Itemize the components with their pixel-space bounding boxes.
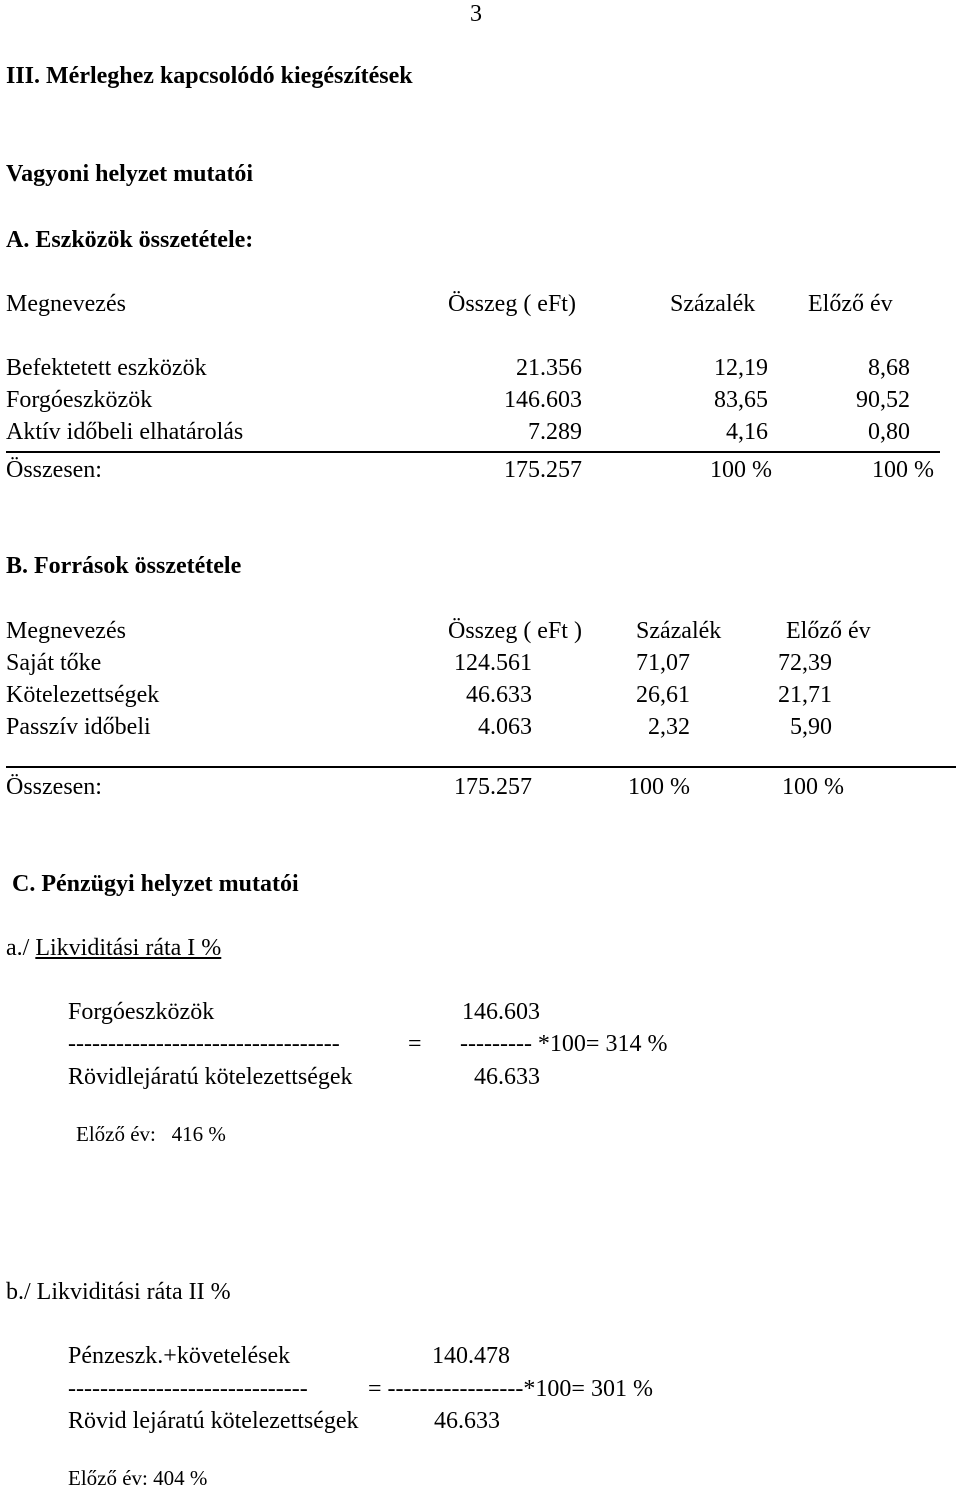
row-percent: 26,61 bbox=[636, 682, 690, 708]
section-a-header-prev: Előző év bbox=[808, 291, 893, 317]
section-b-title: B. Források összetétele bbox=[6, 553, 242, 579]
ratio-a-line-left: ---------------------------------- bbox=[68, 1031, 340, 1057]
row-percent: 2,32 bbox=[648, 714, 690, 740]
ratio-a-equals: = bbox=[408, 1031, 422, 1057]
ratio-a-prev-year: Előző év: 416 % bbox=[76, 1122, 226, 1146]
ratio-b-line-left: ------------------------------ bbox=[68, 1376, 308, 1402]
section-a-total-rule bbox=[6, 451, 940, 453]
row-amount: 4.063 bbox=[478, 714, 532, 740]
ratio-a-denominator-value: 46.633 bbox=[474, 1064, 540, 1090]
section-a-header-amount: Összeg ( eFt) bbox=[448, 291, 576, 317]
row-prev: 72,39 bbox=[778, 650, 832, 676]
row-label: Kötelezettségek bbox=[6, 682, 160, 708]
ratio-b-prev-year: Előző év: 404 % bbox=[68, 1466, 208, 1490]
ratio-a-line-right: --------- *100= 314 % bbox=[460, 1031, 668, 1057]
row-amount: 7.289 bbox=[528, 419, 582, 445]
main-heading: III. Mérleghez kapcsolódó kiegészítések bbox=[6, 63, 413, 89]
ratio-b-numerator-label: Pénzeszk.+követelések bbox=[68, 1343, 291, 1369]
row-label: Aktív időbeli elhatárolás bbox=[6, 419, 244, 445]
row-prev: 90,52 bbox=[856, 387, 910, 413]
section-c-title: C. Pénzügyi helyzet mutatói bbox=[12, 871, 299, 897]
ratio-a-label: Likviditási ráta I % bbox=[35, 935, 222, 961]
row-percent: 83,65 bbox=[714, 387, 768, 413]
ratio-a-prefix: a./ bbox=[6, 935, 36, 961]
row-prev: 0,80 bbox=[868, 419, 910, 445]
ratio-b-denominator-value: 46.633 bbox=[434, 1408, 500, 1434]
section-b-header-percent: Százalék bbox=[636, 618, 722, 644]
total-label: Összesen: bbox=[6, 457, 102, 483]
row-percent: 12,19 bbox=[714, 355, 768, 381]
total-percent: 100 % bbox=[628, 774, 690, 800]
ratio-a-denominator-label: Rövidlejáratú kötelezettségek bbox=[68, 1064, 353, 1090]
row-prev: 8,68 bbox=[868, 355, 910, 381]
section-a-header-percent: Százalék bbox=[670, 291, 756, 317]
row-amount: 46.633 bbox=[466, 682, 532, 708]
row-label: Forgóeszközök bbox=[6, 387, 153, 413]
row-prev: 21,71 bbox=[778, 682, 832, 708]
row-label: Befektetett eszközök bbox=[6, 355, 207, 381]
row-amount: 124.561 bbox=[454, 650, 532, 676]
ratio-a-title bbox=[6, 934, 221, 962]
ratio-a-numerator-value: 146.603 bbox=[462, 999, 540, 1025]
section-b-header-prev: Előző év bbox=[786, 618, 871, 644]
ratio-b-title: b./ Likviditási ráta II % bbox=[6, 1279, 231, 1305]
ratio-a-numerator-label: Forgóeszközök bbox=[68, 999, 215, 1025]
total-amount: 175.257 bbox=[454, 774, 532, 800]
total-percent: 100 % bbox=[710, 457, 772, 483]
total-amount: 175.257 bbox=[504, 457, 582, 483]
section-a-header-name: Megnevezés bbox=[6, 291, 126, 317]
row-label: Saját tőke bbox=[6, 650, 102, 676]
row-amount: 21.356 bbox=[516, 355, 582, 381]
ratio-b-line-right: = -----------------*100= 301 % bbox=[368, 1376, 653, 1402]
row-percent: 4,16 bbox=[726, 419, 768, 445]
section-b-header-amount: Összeg ( eFt ) bbox=[448, 618, 582, 644]
row-percent: 71,07 bbox=[636, 650, 690, 676]
section-b-total-rule bbox=[6, 766, 956, 768]
wealth-heading: Vagyoni helyzet mutatói bbox=[6, 161, 254, 187]
row-label: Passzív időbeli bbox=[6, 714, 151, 740]
total-label: Összesen: bbox=[6, 774, 102, 800]
row-amount: 146.603 bbox=[504, 387, 582, 413]
ratio-b-numerator-value: 140.478 bbox=[432, 1343, 510, 1369]
row-prev: 5,90 bbox=[790, 714, 832, 740]
total-prev: 100 % bbox=[782, 774, 844, 800]
total-prev: 100 % bbox=[872, 457, 934, 483]
page-number: 3 bbox=[470, 1, 482, 27]
ratio-b-denominator-label: Rövid lejáratú kötelezettségek bbox=[68, 1408, 359, 1434]
section-a-title: A. Eszközök összetétele: bbox=[6, 227, 254, 253]
section-b-header-name: Megnevezés bbox=[6, 618, 126, 644]
